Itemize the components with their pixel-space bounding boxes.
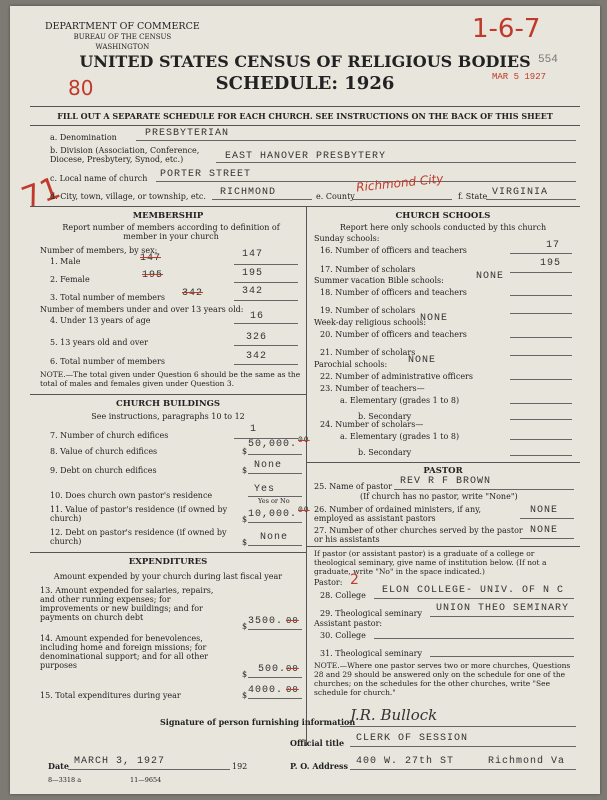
members-by-sex-label: Number of members, by sex: [40, 246, 158, 255]
edifices-count-label: 7. Number of church edifices [50, 431, 169, 440]
signature-label: Signature of person furnishing information [160, 717, 356, 727]
county-label: e. County [316, 192, 355, 201]
summer-teachers-label: 18. Number of officers and teachers [320, 288, 467, 297]
form-title: UNITED STATES CENSUS OF RELIGIOUS BODIES [79, 52, 531, 71]
edifices-value-dollar: $ [242, 447, 248, 456]
running-expenses-cents: 00 [286, 616, 299, 626]
denomination-label: a. Denomination [50, 133, 117, 142]
residence-debt-dollar: $ [242, 538, 248, 547]
date-label: Date [48, 761, 69, 771]
female-original-value: 195 [142, 270, 164, 281]
weekday-scholars-label: 21. Number of scholars [320, 348, 416, 357]
division-value: EAST HANOVER PRESBYTERY [225, 151, 387, 162]
summer-schools-label: Summer vacation Bible schools: [314, 276, 444, 285]
handwritten-left-number: 80 [68, 76, 94, 100]
department-name: DEPARTMENT OF COMMERCE [45, 21, 200, 32]
local-church-name-label: c. Local name of church [50, 174, 148, 183]
pastor-college-label: 28. College [320, 591, 366, 600]
graduate-instructions: If pastor (or assistant pastor) is a graduate of a college or theological seminary, give name of institution below. (If not a graduate, write "No" in the space indicated.) [314, 549, 547, 576]
date-value: MARCH 3, 1927 [74, 756, 166, 767]
address-label: P. O. Address [290, 761, 349, 771]
other-churches-label: 27. Number of other churches served by the pastor or his assistants [314, 526, 523, 544]
teachers-secondary-label: b. Secondary [358, 412, 412, 421]
schools-heading: CHURCH SCHOOLS [395, 211, 491, 221]
edifices-value-label: 8. Value of church edifices [50, 447, 158, 456]
male-label: 1. Male [50, 257, 81, 266]
membership-heading: MEMBERSHIP [132, 211, 204, 221]
total-expenditures-cents: 00 [286, 685, 299, 695]
local-church-name-value: PORTER STREET [160, 169, 252, 180]
pastor-seminary-value: UNION THEO SEMINARY [436, 603, 570, 614]
membership-note: NOTE.—The total given under Question 6 should be the same as the total of males and females given under Question 3. [40, 370, 301, 388]
total-expenditures-dollar: $ [242, 691, 248, 700]
summer-schools-value: NONE [476, 271, 505, 282]
division-label: b. Division (Association, Conference, Diocese, Presbytery, Synod, etc.) [50, 146, 200, 164]
census-schedule-page [10, 6, 600, 794]
assistant-college-label: 30. College [320, 631, 366, 640]
pastor-name-label: 25. Name of pastor [314, 482, 393, 491]
pastor-seminary-label: 29. Theological seminary [320, 609, 422, 618]
instructions-banner: FILL OUT A SEPARATE SCHEDULE FOR EACH CHURCH. SEE INSTRUCTIONS ON THE BACK OF THIS SHEET [30, 106, 580, 126]
owns-residence-label: 10. Does church own pastor's residence [50, 491, 213, 500]
buildings-heading: CHURCH BUILDINGS [115, 399, 221, 409]
admin-officers-label: 22. Number of administrative officers [320, 372, 473, 381]
owns-residence-value: Yes [254, 484, 276, 495]
scholars-elementary-label: a. Elementary (grades 1 to 8) [340, 432, 460, 441]
scholars-secondary-label: b. Secondary [358, 448, 412, 457]
pastor-name-note: (If church has no pastor, write "None") [360, 492, 518, 501]
sunday-scholars-value: 195 [540, 258, 562, 269]
edifices-debt-dollar: $ [242, 466, 248, 475]
received-date-stamp: MAR 5 1927 [492, 72, 547, 82]
male-original-value: 147 [140, 253, 162, 264]
address-city: Richmond Va [488, 756, 566, 767]
stamp-number: 554 [538, 54, 558, 66]
print-number: 11—9654 [130, 776, 162, 784]
expenditures-subheading: Amount expended by your church during last fiscal year [53, 572, 283, 581]
date-year-prefix: 192 [232, 762, 248, 771]
under-13-value: 16 [250, 311, 265, 322]
state-label: f. State [458, 192, 488, 201]
female-value: 195 [242, 268, 264, 279]
benevolences-dollar: $ [242, 670, 248, 679]
sunday-teachers-label: 16. Number of officers and teachers [320, 246, 467, 255]
edifices-value-cents: 00 [298, 436, 310, 445]
total-expenditures-label: 15. Total expenditures during year [40, 691, 181, 700]
sunday-schools-label: Sunday schools: [314, 234, 380, 243]
residence-value-cents: 00 [298, 506, 310, 515]
form-number: 8—3318 a [48, 776, 82, 784]
over-13-label: 5. 13 years old and over [50, 338, 148, 347]
bureau-name: BUREAU OF THE CENSUS [73, 33, 172, 41]
handwritten-pastor-number: 2 [350, 572, 359, 588]
assistant-pastor-subheading: Assistant pastor: [314, 619, 383, 628]
pastor-college-value: ELON COLLEGE- UNIV. OF N C [382, 585, 565, 596]
running-expenses-value: 3500. [248, 616, 284, 627]
denomination-value: PRESBYTERIAN [145, 128, 230, 139]
parochial-schools-value: NONE [408, 355, 437, 366]
county-value: Richmond City [355, 171, 444, 195]
city-value: RICHMOND [220, 187, 277, 198]
residence-debt-label: 12. Debt on pastor's residence (if owned by church) [50, 528, 227, 546]
total-by-sex-original-value: 342 [182, 288, 204, 299]
yes-no-hint: Yes or No [258, 497, 290, 505]
expenditures-heading: EXPENDITURES [128, 557, 208, 567]
running-expenses-label: 13. Amount expended for salaries, repairs, and other running expenses; for improvements or new buildings; and for payments on church debt [40, 586, 214, 622]
residence-debt-value: None [260, 532, 289, 543]
pastor-heading: PASTOR [423, 466, 463, 476]
signature-value: J.R. Bullock [350, 706, 438, 724]
other-churches-value: NONE [530, 525, 559, 536]
state-value: VIRGINIA [492, 187, 549, 198]
members-by-age-label: Number of members under and over 13 years old: [40, 305, 244, 314]
handwritten-top-number: 1-6-7 [472, 14, 541, 44]
sunday-scholars-label: 17. Number of scholars [320, 265, 416, 274]
residence-value-value: 10,000. [248, 509, 298, 520]
department-block [45, 22, 200, 52]
summer-scholars-label: 19. Number of scholars [320, 306, 416, 315]
teachers-elementary-label: a. Elementary (grades 1 to 8) [340, 396, 460, 405]
weekday-schools-value: NONE [420, 313, 449, 324]
benevolences-value: 500. [258, 664, 287, 675]
benevolences-label: 14. Amount expended for benevolences, including home and foreign missions; for denominational support; and for all other purposes [40, 634, 208, 670]
pastor-name-value: REV R F BROWN [400, 476, 492, 487]
parochial-schools-label: Parochial schools: [314, 360, 388, 369]
pastor-note: NOTE.—Where one pastor serves two or more churches, Questions 28 and 29 should be answered only on the schedule for one of the churches; on the schedules for the other churches, write "See schedule for church." [314, 661, 571, 697]
edifices-debt-value: None [254, 460, 283, 471]
total-by-age-label: 6. Total number of members [50, 357, 165, 366]
female-label: 2. Female [50, 275, 90, 284]
total-by-age-value: 342 [246, 351, 268, 362]
teachers-label: 23. Number of teachers— [320, 384, 425, 393]
assistant-ministers-label: 26. Number of ordained ministers, if any, employed as assistant pastors [314, 505, 482, 523]
weekday-teachers-label: 20. Number of officers and teachers [320, 330, 467, 339]
address-value: 400 W. 27th ST [356, 756, 455, 767]
edifices-debt-label: 9. Debt on church edifices [50, 466, 157, 475]
benevolences-cents: 00 [286, 664, 299, 674]
running-expenses-dollar: $ [242, 622, 248, 631]
male-value: 147 [242, 249, 264, 260]
handwritten-margin-number: 71 [17, 170, 66, 217]
residence-value-dollar: $ [242, 515, 248, 524]
over-13-value: 326 [246, 332, 268, 343]
under-13-label: 4. Under 13 years of age [50, 316, 151, 325]
official-title-value: CLERK OF SESSION [356, 733, 469, 744]
sunday-teachers-value: 17 [546, 240, 561, 251]
residence-value-label: 11. Value of pastor's residence (if owned by church) [50, 505, 228, 523]
bureau-city: WASHINGTON [95, 43, 150, 51]
buildings-subheading: See instructions, paragraphs 10 to 12 [91, 412, 245, 421]
official-title-label: Official title [290, 738, 345, 748]
edifices-value-value: 50,000. [248, 439, 298, 450]
schedule-title: SCHEDULE: 1926 [215, 73, 395, 94]
assistant-seminary-label: 31. Theological seminary [320, 649, 422, 658]
membership-subheading: Report number of members according to definition of member in your church [62, 223, 280, 241]
scholars-label: 24. Number of scholars— [320, 420, 424, 429]
edifices-count-value: 1 [250, 424, 258, 435]
total-by-sex-value: 342 [242, 286, 264, 297]
assistant-ministers-value: NONE [530, 505, 559, 516]
weekday-schools-label: Week-day religious schools: [314, 318, 427, 327]
schools-subheading: Report here only schools conducted by this church [339, 223, 547, 232]
city-label: d. City, town, village, or township, etc. [50, 192, 206, 201]
pastor-subheading: Pastor: [314, 578, 343, 587]
total-expenditures-value: 4000. [248, 685, 284, 696]
total-by-sex-label: 3. Total number of members [50, 293, 165, 302]
